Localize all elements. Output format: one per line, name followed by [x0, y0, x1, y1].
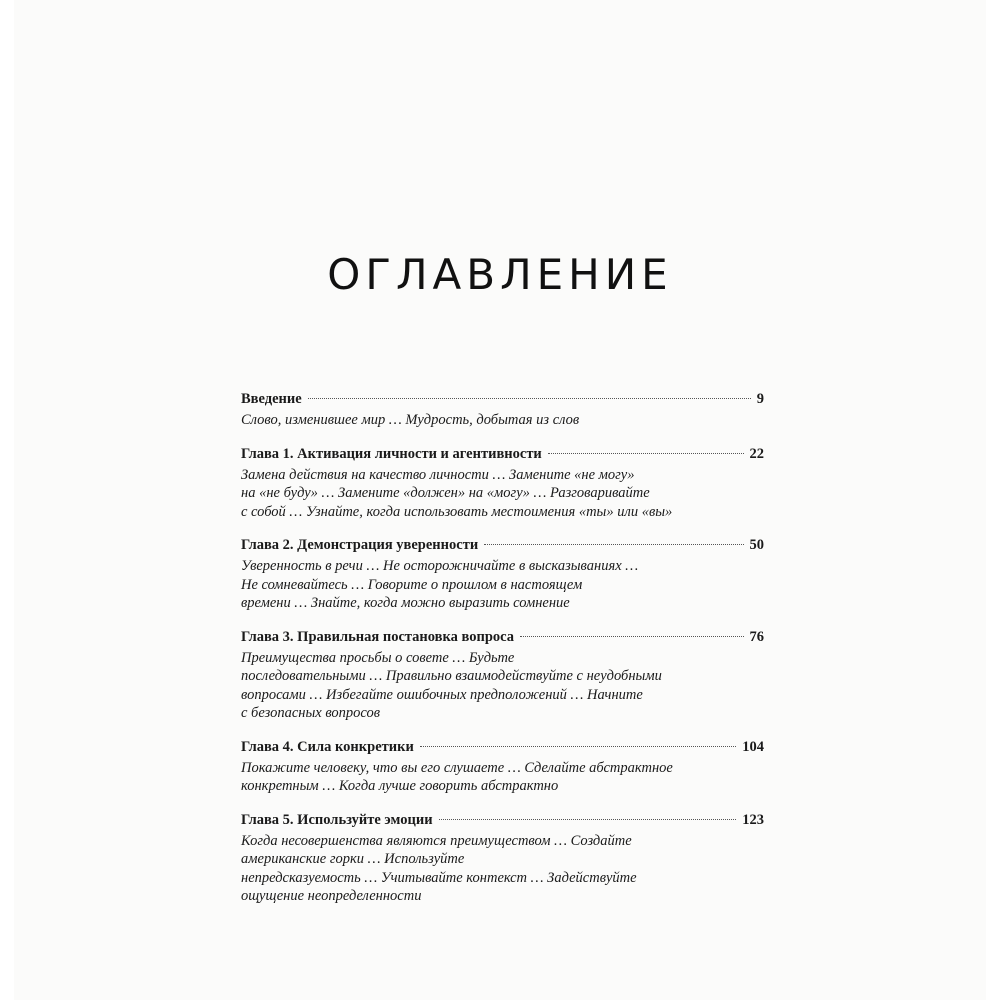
toc-entry-page: 104 — [742, 738, 764, 755]
subtopic-line: с безопасных вопросов — [241, 705, 381, 721]
subtopic-line: ощущение неопределенности — [241, 888, 422, 904]
subtopic-line: Уверенность в речи … Не осторожничайте в высказываниях … — [241, 558, 639, 574]
toc-entry-page: 123 — [742, 811, 764, 828]
toc-entry-subtopics — [241, 466, 764, 522]
dot-leader — [548, 453, 744, 454]
toc-entry-heading — [241, 737, 764, 757]
subtopic-line: конкретным … Когда лучше говорить абстрактно — [241, 778, 559, 794]
subtopic-line: времени … Знайте, когда можно выразить сомнение — [241, 595, 570, 611]
dot-leader — [484, 544, 743, 545]
toc-entry-chapter-2 — [241, 535, 764, 613]
toc-entry-chapter-4 — [241, 737, 764, 796]
toc-entry-subtopics — [241, 832, 764, 906]
toc-entry-subtopics — [241, 759, 764, 796]
toc-entry-page: 9 — [756, 391, 764, 407]
subtopic-line: Преимущества просьбы о совете … Будьте — [241, 649, 515, 666]
subtopic-line: последовательными … Правильно взаимодействуйте с неудобными — [241, 668, 662, 684]
toc-entry-subtopics — [241, 557, 764, 613]
toc-entry-heading — [241, 444, 764, 464]
toc-entry-label: Глава 2. Демонстрация уверенности — [241, 537, 479, 553]
dot-leader — [439, 819, 737, 820]
subtopic-line: непредсказуемость … Учитывайте контекст … Задействуйте — [241, 869, 637, 886]
dot-leader — [520, 636, 743, 637]
toc-entry-page: 22 — [749, 445, 764, 462]
subtopic-line: вопросами … Избегайте ошибочных предположений … Начните — [241, 686, 643, 703]
table-of-contents — [241, 389, 764, 920]
toc-entry-heading — [241, 810, 764, 830]
toc-entry-page: 50 — [749, 537, 764, 553]
subtopic-line: Не сомневайтесь … Говорите о прошлом в настоящем — [241, 576, 583, 593]
toc-entry-chapter-5 — [241, 810, 764, 906]
subtopic-line: на «не буду» … Замените «должен» на «могу» … Разговаривайте — [241, 485, 650, 501]
subtopic-line: Когда несовершенства являются преимуществом … Создайте — [241, 832, 632, 849]
toc-entry-heading — [241, 389, 764, 409]
toc-entry-chapter-1 — [241, 444, 764, 522]
toc-entry-label: Глава 3. Правильная постановка вопроса — [241, 628, 515, 645]
subtopic-line: Замена действия на качество личности … Замените «не могу» — [241, 466, 635, 483]
subtopic-line: американские горки … Используйте — [241, 851, 465, 867]
toc-entry-chapter-3 — [241, 627, 764, 723]
toc-entry-heading — [241, 627, 764, 647]
page-title: ОГЛАВЛЕНИЕ — [327, 250, 673, 300]
subtopic-line: Покажите человеку, что вы его слушаете … Сделайте абстрактное — [241, 759, 673, 776]
toc-entry-heading — [241, 535, 764, 555]
dot-leader — [420, 746, 736, 747]
subtopic-line: с собой … Узнайте, когда использовать местоимения «ты» или «вы» — [241, 503, 673, 520]
dot-leader — [308, 398, 751, 399]
toc-entry-label: Глава 5. Используйте эмоции — [241, 811, 433, 828]
subtopic-line: Слово, изменившее мир … Мудрость, добытая из слов — [241, 412, 580, 428]
toc-entry-intro — [241, 389, 764, 430]
toc-entry-label: Введение — [241, 391, 302, 407]
toc-entry-subtopics — [241, 649, 764, 723]
toc-entry-page: 76 — [749, 628, 764, 645]
toc-entry-label: Глава 1. Активация личности и агентивности — [241, 445, 542, 462]
toc-entry-subtopics — [241, 411, 764, 430]
toc-entry-label: Глава 4. Сила конкретики — [241, 738, 414, 755]
